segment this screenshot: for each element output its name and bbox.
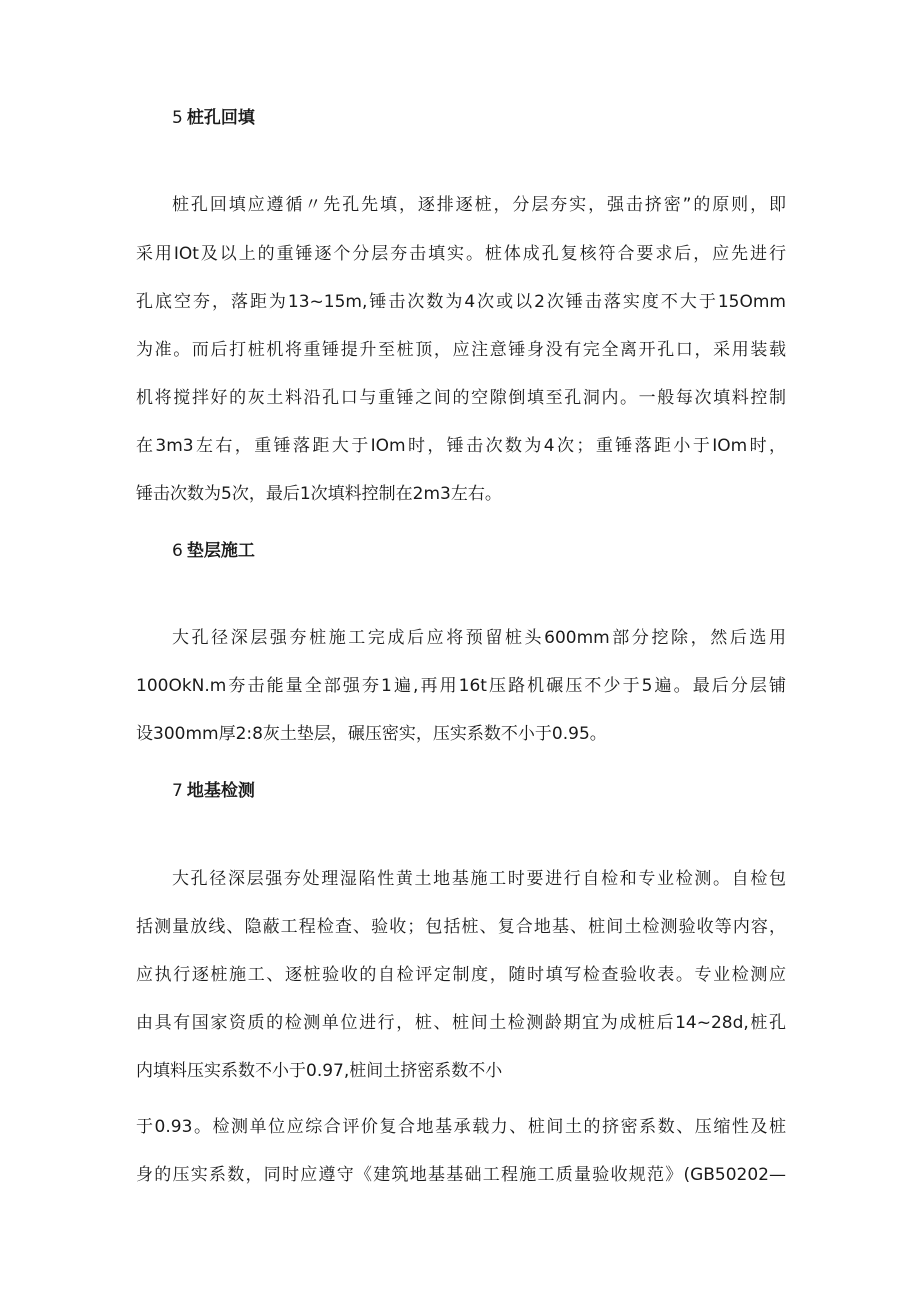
section-number: 5 [172, 108, 183, 128]
section-number: 7 [172, 781, 183, 801]
section-title: 地基检测 [186, 781, 255, 801]
section-heading-5 [172, 106, 255, 130]
paragraph-line: 由具有国家资质的检测单位进行，桩、桩间土检测龄期宜为成桩后14~28d,桩孔 [136, 1013, 786, 1033]
section-heading-7 [172, 779, 255, 803]
paragraph-line: 身的压实系数，同时应遵守《建筑地基基础工程施工质量验收规范》(GB50202— [136, 1165, 786, 1185]
section-heading-6 [172, 539, 255, 563]
paragraph-line: 大孔径深层强夯处理湿陷性黄土地基施工时要进行自检和专业检测。自检包 [172, 869, 786, 889]
paragraph-line: 设300mm厚2:8灰土垫层，碾压密实，压实系数不小于0.95。 [136, 724, 607, 744]
paragraph-line: 孔底空夯，落距为13~15m,锤击次数为4次或以2次锤击落实度不大于15Omm [136, 292, 786, 312]
paragraph-line: 于0.93。检测单位应综合评价复合地基承载力、桩间土的挤密系数、压缩性及桩 [136, 1117, 786, 1137]
section-number: 6 [172, 541, 183, 561]
paragraph-line: 为准。而后打桩机将重锤提升至桩顶，应注意锤身没有完全离开孔口，采用装载 [136, 340, 786, 360]
paragraph-line: 在3m3左右，重锤落距大于IOm时，锤击次数为4次；重锤落距小于IOm时， [136, 436, 786, 456]
paragraph-line: 桩孔回填应遵循〃先孔先填，逐排逐桩，分层夯实，强击挤密”的原则，即 [172, 195, 786, 215]
paragraph-line: 应执行逐桩施工、逐桩验收的自检评定制度，随时填写检查验收表。专业检测应 [136, 965, 786, 985]
paragraph-line: 括测量放线、隐蔽工程检查、验收；包括桩、复合地基、桩间土检测验收等内容， [136, 917, 786, 937]
paragraph-line: 机将搅拌好的灰土料沿孔口与重锤之间的空隙倒填至孔洞内。一般每次填料控制 [136, 388, 786, 408]
paragraph-line: 采用IOt及以上的重锤逐个分层夯击填实。桩体成孔复核符合要求后，应先进行 [136, 244, 786, 264]
paragraph-line: 内填料压实系数不小于0.97,桩间土挤密系数不小 [136, 1061, 503, 1081]
section-title: 桩孔回填 [186, 108, 255, 128]
section-title: 垫层施工 [186, 541, 255, 561]
paragraph-line: 锤击次数为5次，最后1次填料控制在2m3左右。 [136, 484, 502, 504]
paragraph-line: 100OkN.m夯击能量全部强夯1遍,再用16t压路机碾压不少于5遍。最后分层铺 [136, 676, 786, 696]
paragraph-line: 大孔径深层强夯桩施工完成后应将预留桩头600mm部分挖除，然后选用 [172, 628, 786, 648]
